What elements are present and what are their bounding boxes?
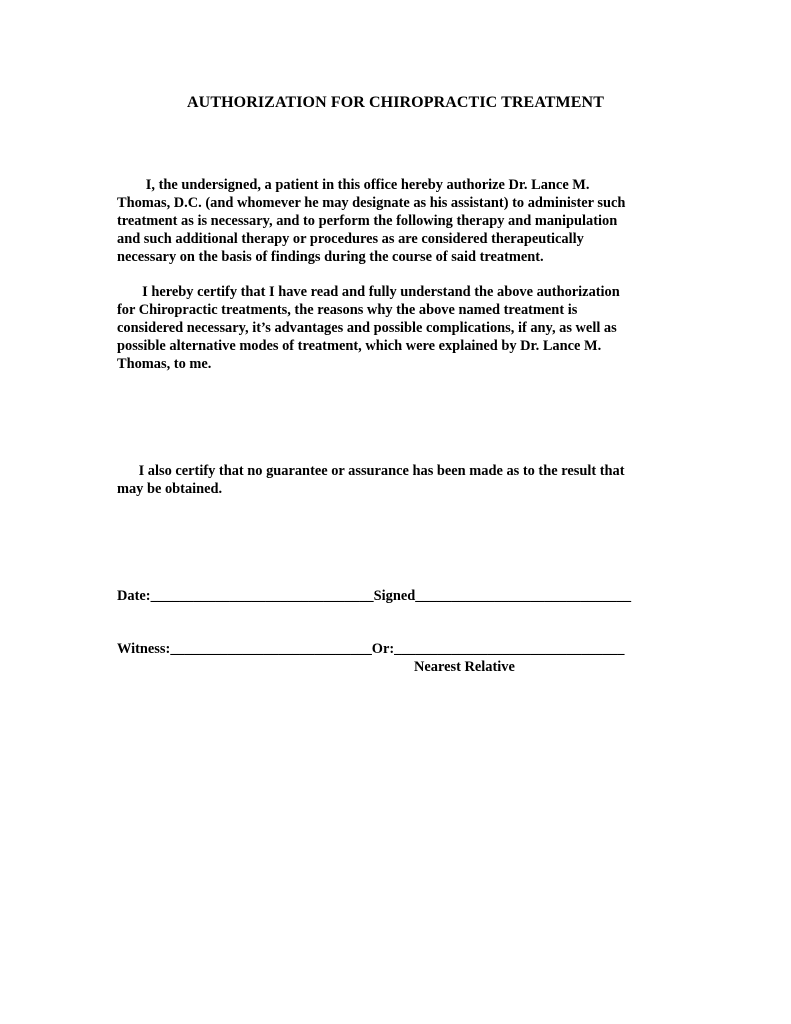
- document-title: AUTHORIZATION FOR CHIROPRACTIC TREATMENT: [187, 94, 604, 111]
- paragraph-line: treatment as is necessary, and to perform the following therapy and manipulation: [117, 213, 618, 229]
- paragraph-line: Thomas, D.C. (and whomever he may designate as his assistant) to administer such: [117, 195, 626, 211]
- paragraph-line: I also certify that no guarantee or assurance has been made as to the result that: [117, 463, 625, 479]
- guarantee-paragraph: [117, 462, 677, 498]
- signed-label: Signed: [373, 588, 416, 604]
- paragraph-line: necessary on the basis of findings during the course of said treatment.: [117, 249, 544, 265]
- paragraph-line: possible alternative modes of treatment, which were explained by Dr. Lance M.: [117, 338, 602, 354]
- date-field[interactable]: _______________________________: [150, 588, 374, 604]
- witness-label: Witness:: [117, 641, 171, 657]
- signature-field[interactable]: ______________________________: [415, 588, 632, 604]
- date-label: Date:: [117, 588, 151, 604]
- certification-paragraph: [117, 283, 677, 373]
- nearest-relative-label: Nearest Relative: [414, 659, 515, 675]
- witness-field[interactable]: ____________________________: [170, 641, 372, 657]
- nearest-relative-field[interactable]: ________________________________: [394, 641, 625, 657]
- authorization-paragraph: [117, 176, 677, 266]
- paragraph-line: and such additional therapy or procedures as are considered therapeutically: [117, 231, 584, 247]
- paragraph-line: I, the undersigned, a patient in this office hereby authorize Dr. Lance M.: [117, 177, 590, 193]
- paragraph-line: considered necessary, it’s advantages and possible complications, if any, as well as: [117, 320, 617, 336]
- or-label: Or:: [371, 641, 395, 657]
- witness-row: [117, 640, 624, 658]
- paragraph-line: Thomas, to me.: [117, 356, 212, 372]
- date-signed-row: [117, 587, 631, 605]
- paragraph-line: I hereby certify that I have read and fully understand the above authorization: [117, 284, 620, 300]
- paragraph-line: for Chiropractic treatments, the reasons why the above named treatment is: [117, 302, 578, 318]
- paragraph-line: may be obtained.: [117, 481, 223, 497]
